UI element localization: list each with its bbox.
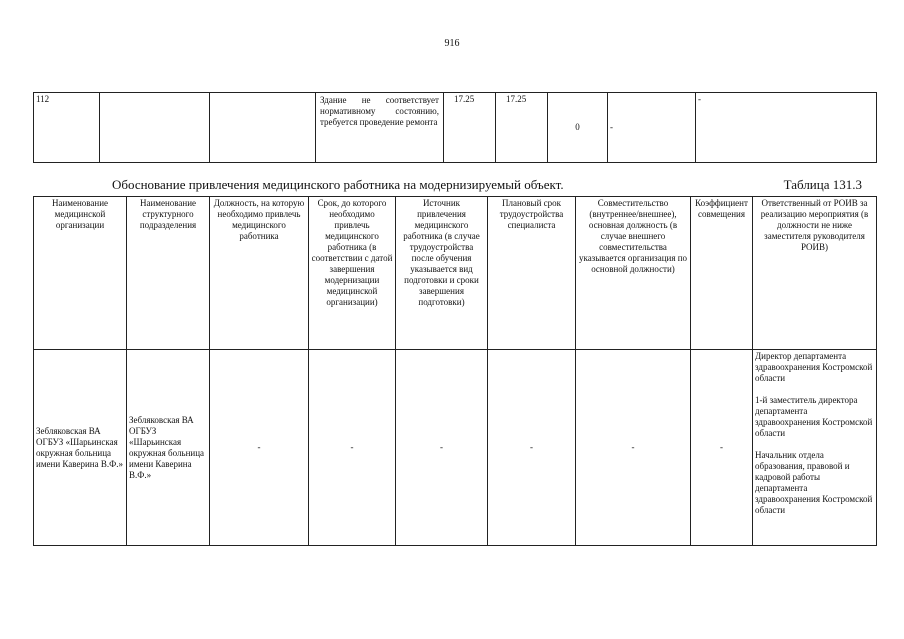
header-position: Должность, на которую необходимо привлечь медицинского работника bbox=[210, 197, 309, 350]
header-unit: Наименование структурного подразделения bbox=[127, 197, 210, 350]
value-3: 0 bbox=[548, 93, 608, 163]
page-number: 916 bbox=[444, 38, 460, 49]
header-deadline: Срок, до которого необходимо привлечь медицинского работника (в соответствии с датой завершения модернизации медицинской организации) bbox=[309, 197, 396, 350]
table-label: Таблица 131.3 bbox=[783, 177, 862, 192]
previous-table-row bbox=[33, 92, 877, 163]
table-header-row bbox=[34, 197, 877, 350]
combination-value: - bbox=[576, 350, 691, 546]
responsible-director: Директор департамента здравоохранения Костромской области bbox=[755, 351, 873, 383]
coefficient-value: - bbox=[691, 350, 753, 546]
header-combination: Совместительство (внутреннее/внешнее), основная должность (в случае внешнего совместительства указывается организация по основной должности) bbox=[576, 197, 691, 350]
header-planned: Плановый срок трудоустройства специалиста bbox=[488, 197, 576, 350]
value-4: - bbox=[608, 93, 696, 163]
org-name: Зебляковская ВА ОГБУЗ «Шарьинская окружная больница имени Каверина В.Ф.» bbox=[34, 350, 127, 546]
deadline-value: - bbox=[309, 350, 396, 546]
value-2: 17.25 bbox=[496, 93, 548, 163]
source-value: - bbox=[396, 350, 488, 546]
position-value: - bbox=[210, 350, 309, 546]
header-responsible: Ответственный от РОИВ за реализацию мероприятия (в должности не ниже заместителя руководителя РОИВ) bbox=[753, 197, 877, 350]
planned-value: - bbox=[488, 350, 576, 546]
responsible-cell bbox=[753, 350, 877, 546]
header-coefficient: Коэффициент совмещения bbox=[691, 197, 753, 350]
section-title: Обоснование привлечения медицинского работника на модернизируемый объект. bbox=[112, 177, 564, 192]
responsible-head: Начальник отдела образования, правовой и кадровой работы департамента здравоохранения Костромской области bbox=[755, 450, 873, 515]
unit-name: Зебляковская ВА ОГБУЗ «Шарьинская окружная больница имени Каверина В.Ф.» bbox=[127, 350, 210, 546]
value-5: - bbox=[696, 93, 877, 163]
value-1: 17.25 bbox=[444, 93, 496, 163]
top-cell-2 bbox=[100, 93, 210, 163]
header-source: Источник привлечения медицинского работника (в случае трудоустройства после обучения указывается вид подготовки и сроки завершения подготовки) bbox=[396, 197, 488, 350]
building-condition: Здание не соответствует нормативному состоянию, требуется проведение ремонта bbox=[316, 93, 444, 163]
row-number: 112 bbox=[34, 93, 100, 163]
staffing-table bbox=[33, 196, 877, 546]
top-cell-3 bbox=[210, 93, 316, 163]
table-row bbox=[34, 350, 877, 546]
header-org: Наименование медицинской организации bbox=[34, 197, 127, 350]
responsible-deputy: 1-й заместитель директора департамента здравоохранения Костромской области bbox=[755, 395, 873, 438]
